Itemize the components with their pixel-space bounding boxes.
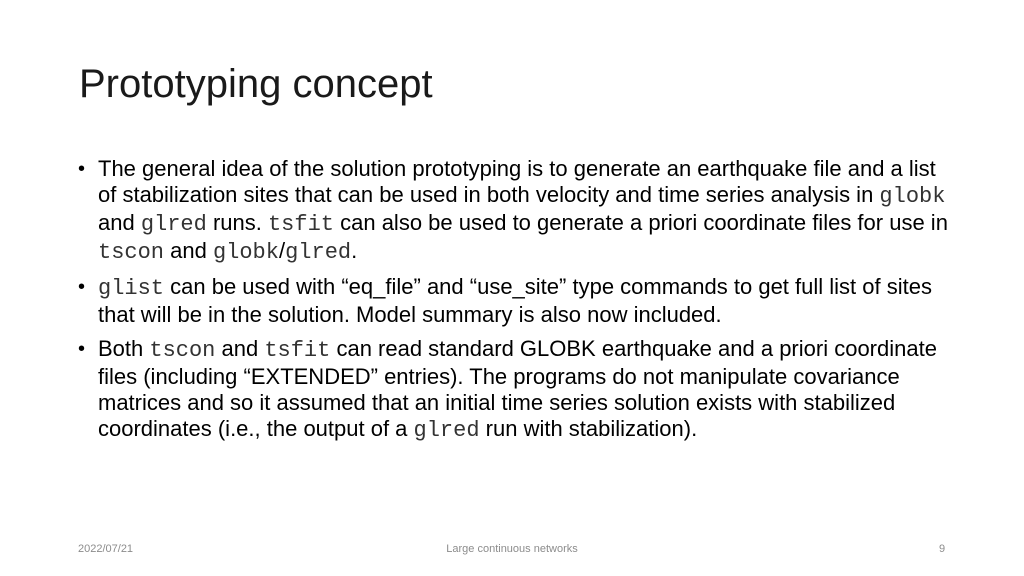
- bullet-item: [78, 336, 958, 444]
- bullet-item: [78, 274, 958, 328]
- code-term: tscon: [149, 338, 216, 363]
- bullet-text: .: [351, 238, 358, 263]
- bullet-text: The general idea of the solution prototyping is to generate an earthquake file and a list of stabilization sites that can be used in both velocity and time series analysis in: [98, 156, 936, 207]
- bullet-text: Both: [98, 336, 150, 361]
- bullet-text: and: [215, 336, 265, 361]
- slide-title: Prototyping concept: [79, 62, 433, 106]
- bullet-item: [78, 156, 958, 266]
- code-term: globk: [212, 240, 279, 265]
- code-term: tsfit: [267, 212, 334, 237]
- page-number: 9: [939, 543, 946, 555]
- bullet-text: and: [164, 238, 213, 263]
- bullet-text: can be used with “eq_file” and “use_site” type commands to get full list of sites that will be in the solution. Model summary is also now included.: [98, 274, 932, 327]
- code-term: tscon: [98, 240, 165, 265]
- footer-title: Large continuous networks: [446, 543, 578, 555]
- bullet-text: run with stabilization).: [479, 416, 698, 441]
- bullet-text: and: [98, 210, 141, 235]
- code-term: globk: [879, 184, 946, 209]
- bullet-marker: •: [78, 276, 86, 298]
- bullet-marker: •: [78, 338, 86, 360]
- bullet-text: can read standard GLOBK earthquake and a priori coordinate files (including “EXTENDED” entries). The programs do not manipulate covariance matrices and so it assumed that an initial time series solution exists with stabilized coordinates (i.e., the output of a: [98, 336, 937, 441]
- footer-date: 2022/07/21: [78, 543, 134, 555]
- code-term: glred: [140, 212, 207, 237]
- bullet-marker: •: [78, 158, 86, 180]
- code-term: glist: [98, 276, 165, 301]
- bullet-list: [78, 156, 958, 452]
- bullet-text: /: [278, 238, 286, 263]
- code-term: tsfit: [264, 338, 331, 363]
- bullet-text: runs.: [206, 210, 268, 235]
- bullet-text: can also be used to generate a priori coordinate files for use in: [334, 210, 948, 235]
- code-term: glred: [285, 240, 352, 265]
- code-term: glred: [413, 418, 480, 443]
